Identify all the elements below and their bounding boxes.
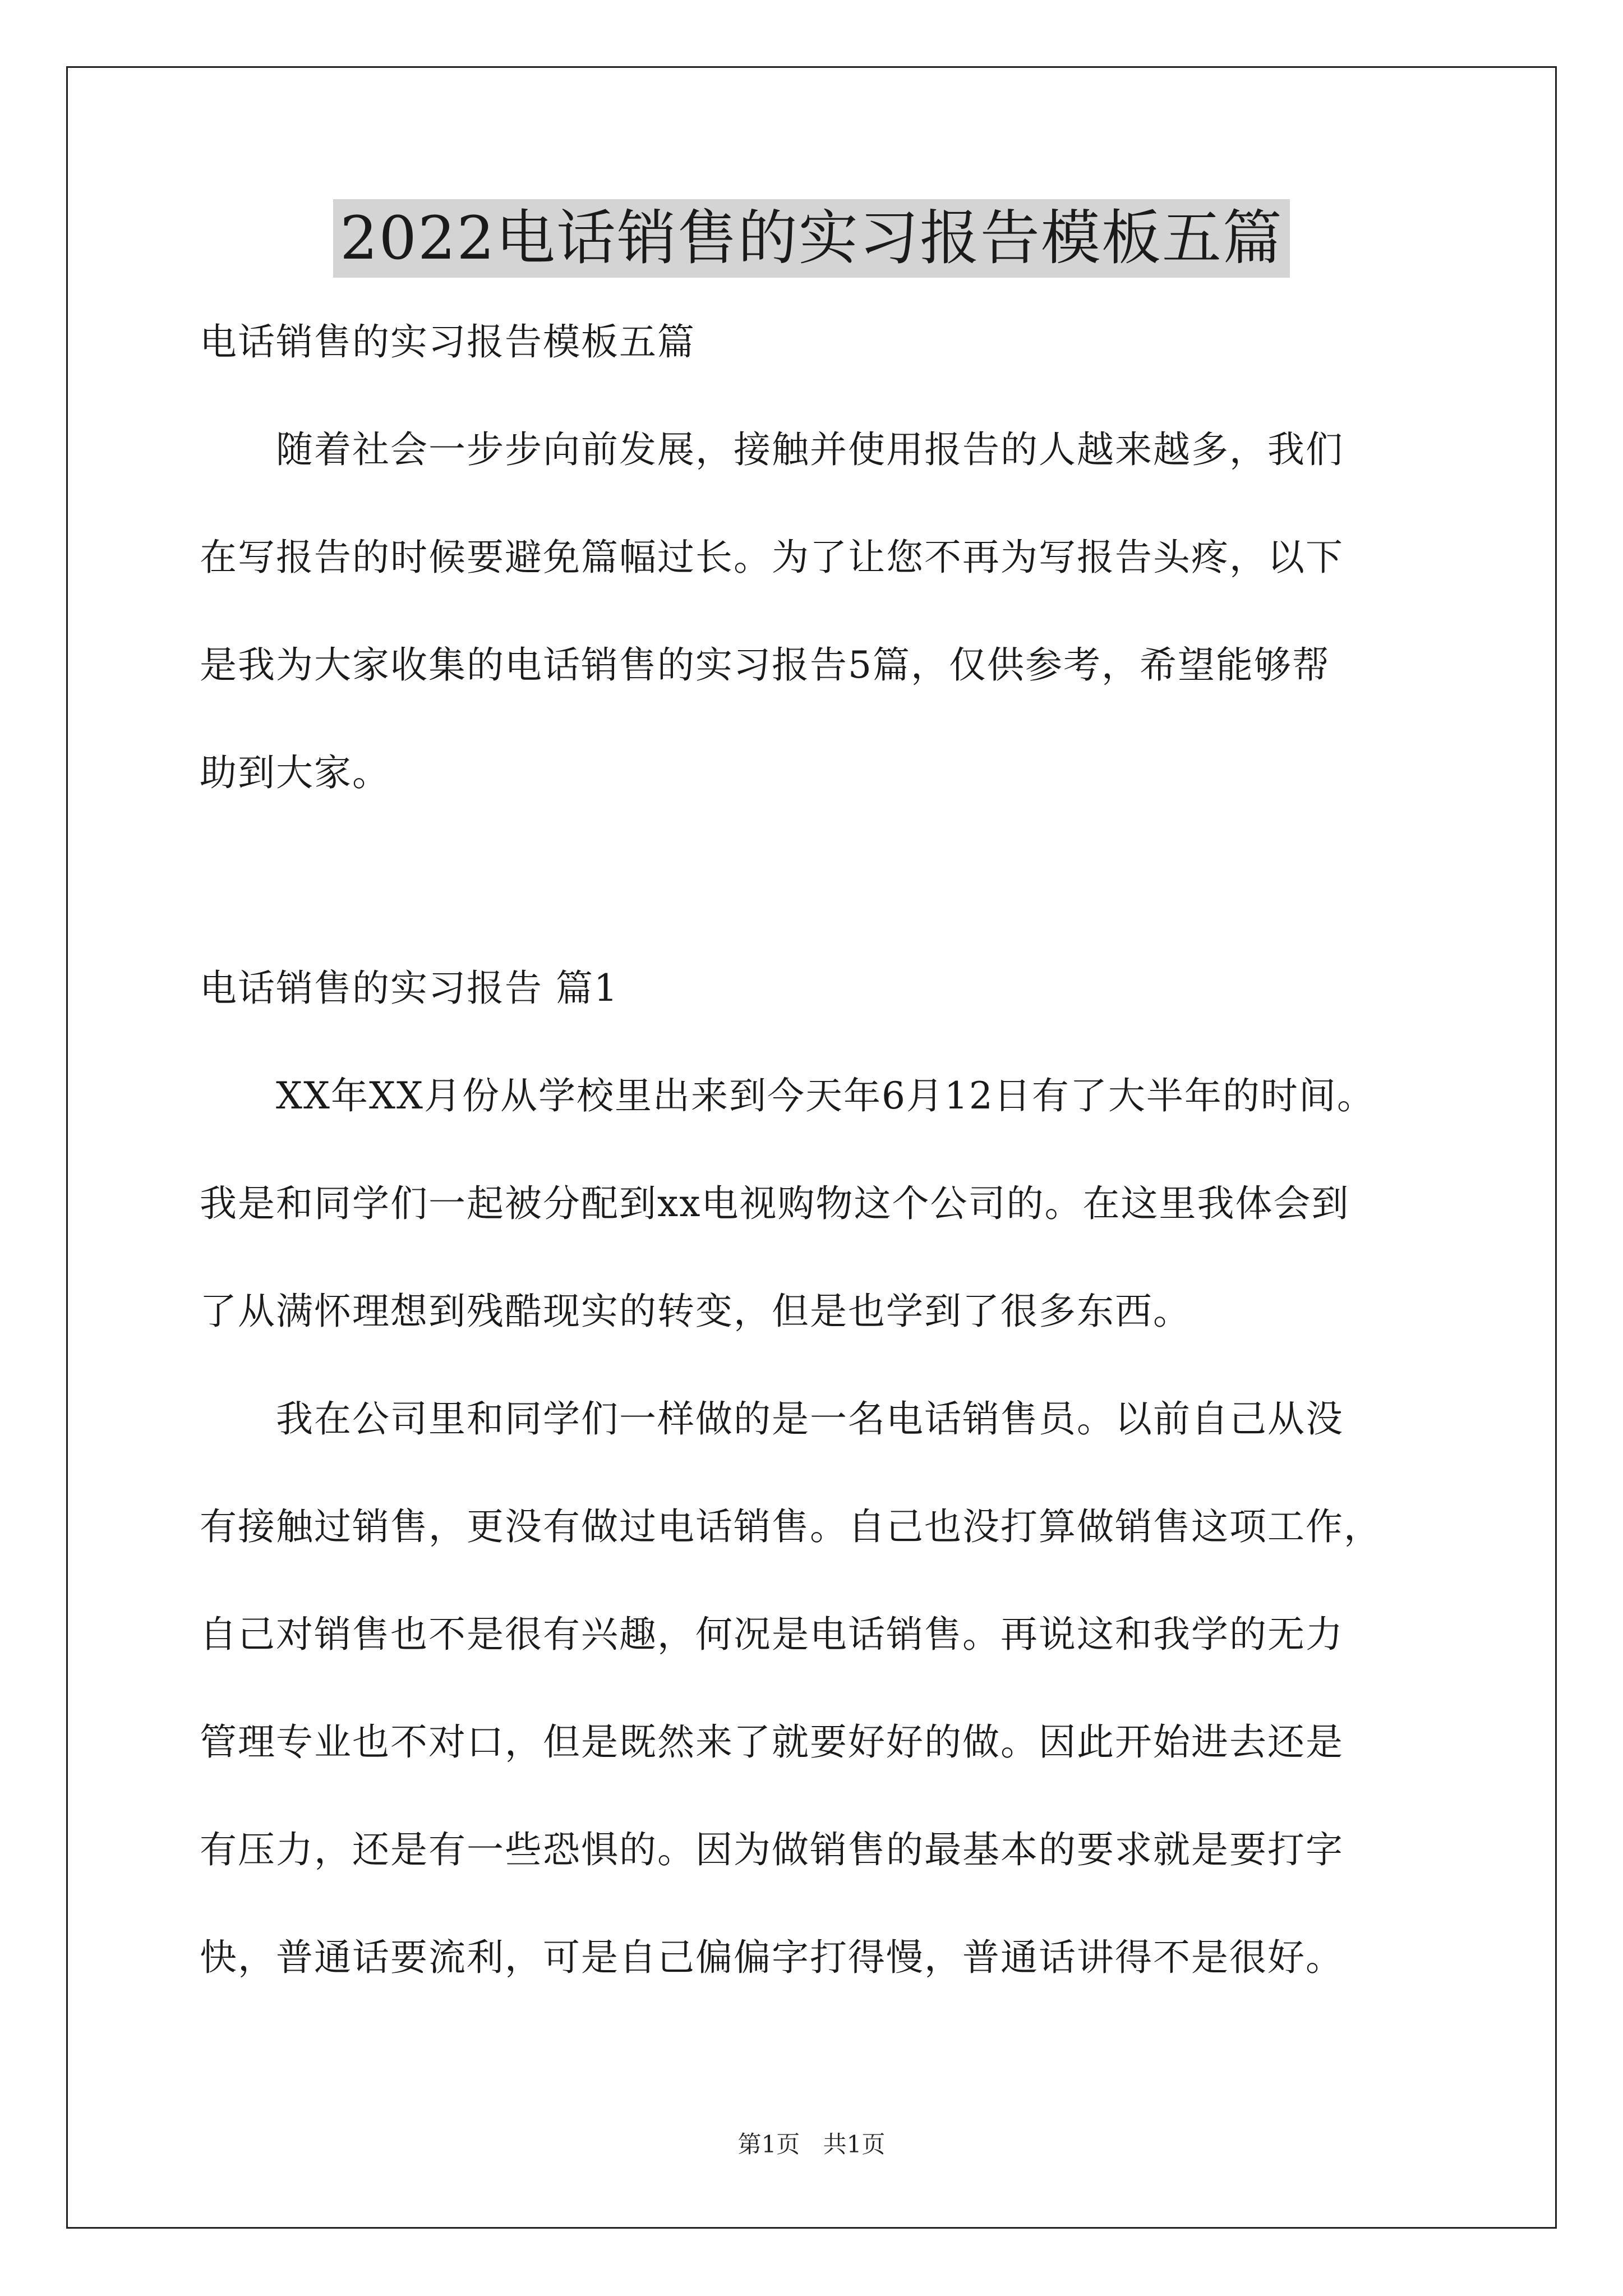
paragraph-line: 是我为大家收集的电话销售的实习报告5篇，仅供参考，希望能够帮 — [200, 643, 1330, 687]
paragraph-line: 随着社会一步步向前发展，接触并使用报告的人越来越多，我们 — [276, 428, 1344, 471]
paragraph-1 — [200, 1068, 1433, 1340]
intro-paragraph — [200, 422, 1433, 801]
paragraph-2 — [200, 1391, 1433, 1986]
document-body — [200, 314, 1433, 2037]
title-container — [0, 199, 1623, 278]
paragraph-line: XX年XX月份从学校里出来到今天年6月12日有了大半年的时间。 — [276, 1074, 1375, 1117]
paragraph-line: 有压力，还是有一些恐惧的。因为做销售的最基本的要求就是要打字 — [200, 1828, 1344, 1871]
page-footer — [0, 2129, 1623, 2160]
paragraph-line: 自己对销售也不是很有兴趣，何况是电话销售。再说这和我学的无力 — [200, 1613, 1344, 1656]
document-subtitle: 电话销售的实习报告模板五篇 — [200, 320, 695, 364]
document-title: 2022电话销售的实习报告模板五篇 — [333, 199, 1290, 278]
paragraph-line: 我是和同学们一起被分配到xx电视购物这个公司的。在这里我体会到 — [200, 1182, 1350, 1225]
paragraph-line: 管理专业也不对口，但是既然来了就要好好的做。因此开始进去还是 — [200, 1720, 1344, 1764]
paragraph-line: 了从满怀理想到残酷现实的转变，但是也学到了很多东西。 — [200, 1290, 1191, 1333]
page-number: 第1页 — [737, 2131, 800, 2158]
section-heading: 电话销售的实习报告 篇1 — [200, 967, 619, 1010]
paragraph-line: 有接触过销售，更没有做过电话销售。自己也没打算做销售这项工作， — [200, 1505, 1382, 1548]
paragraph-line: 助到大家。 — [200, 751, 390, 794]
paragraph-line: 在写报告的时候要避免篇幅过长。为了让您不再为写报告头疼，以下 — [200, 536, 1344, 579]
page-total: 共1页 — [823, 2131, 886, 2158]
paragraph-line: 我在公司里和同学们一样做的是一名电话销售员。以前自己从没 — [276, 1397, 1344, 1441]
blank-spacer — [200, 853, 1433, 960]
paragraph-line: 快，普通话要流利，可是自己偏偏字打得慢，普通话讲得不是很好。 — [200, 1936, 1344, 1979]
